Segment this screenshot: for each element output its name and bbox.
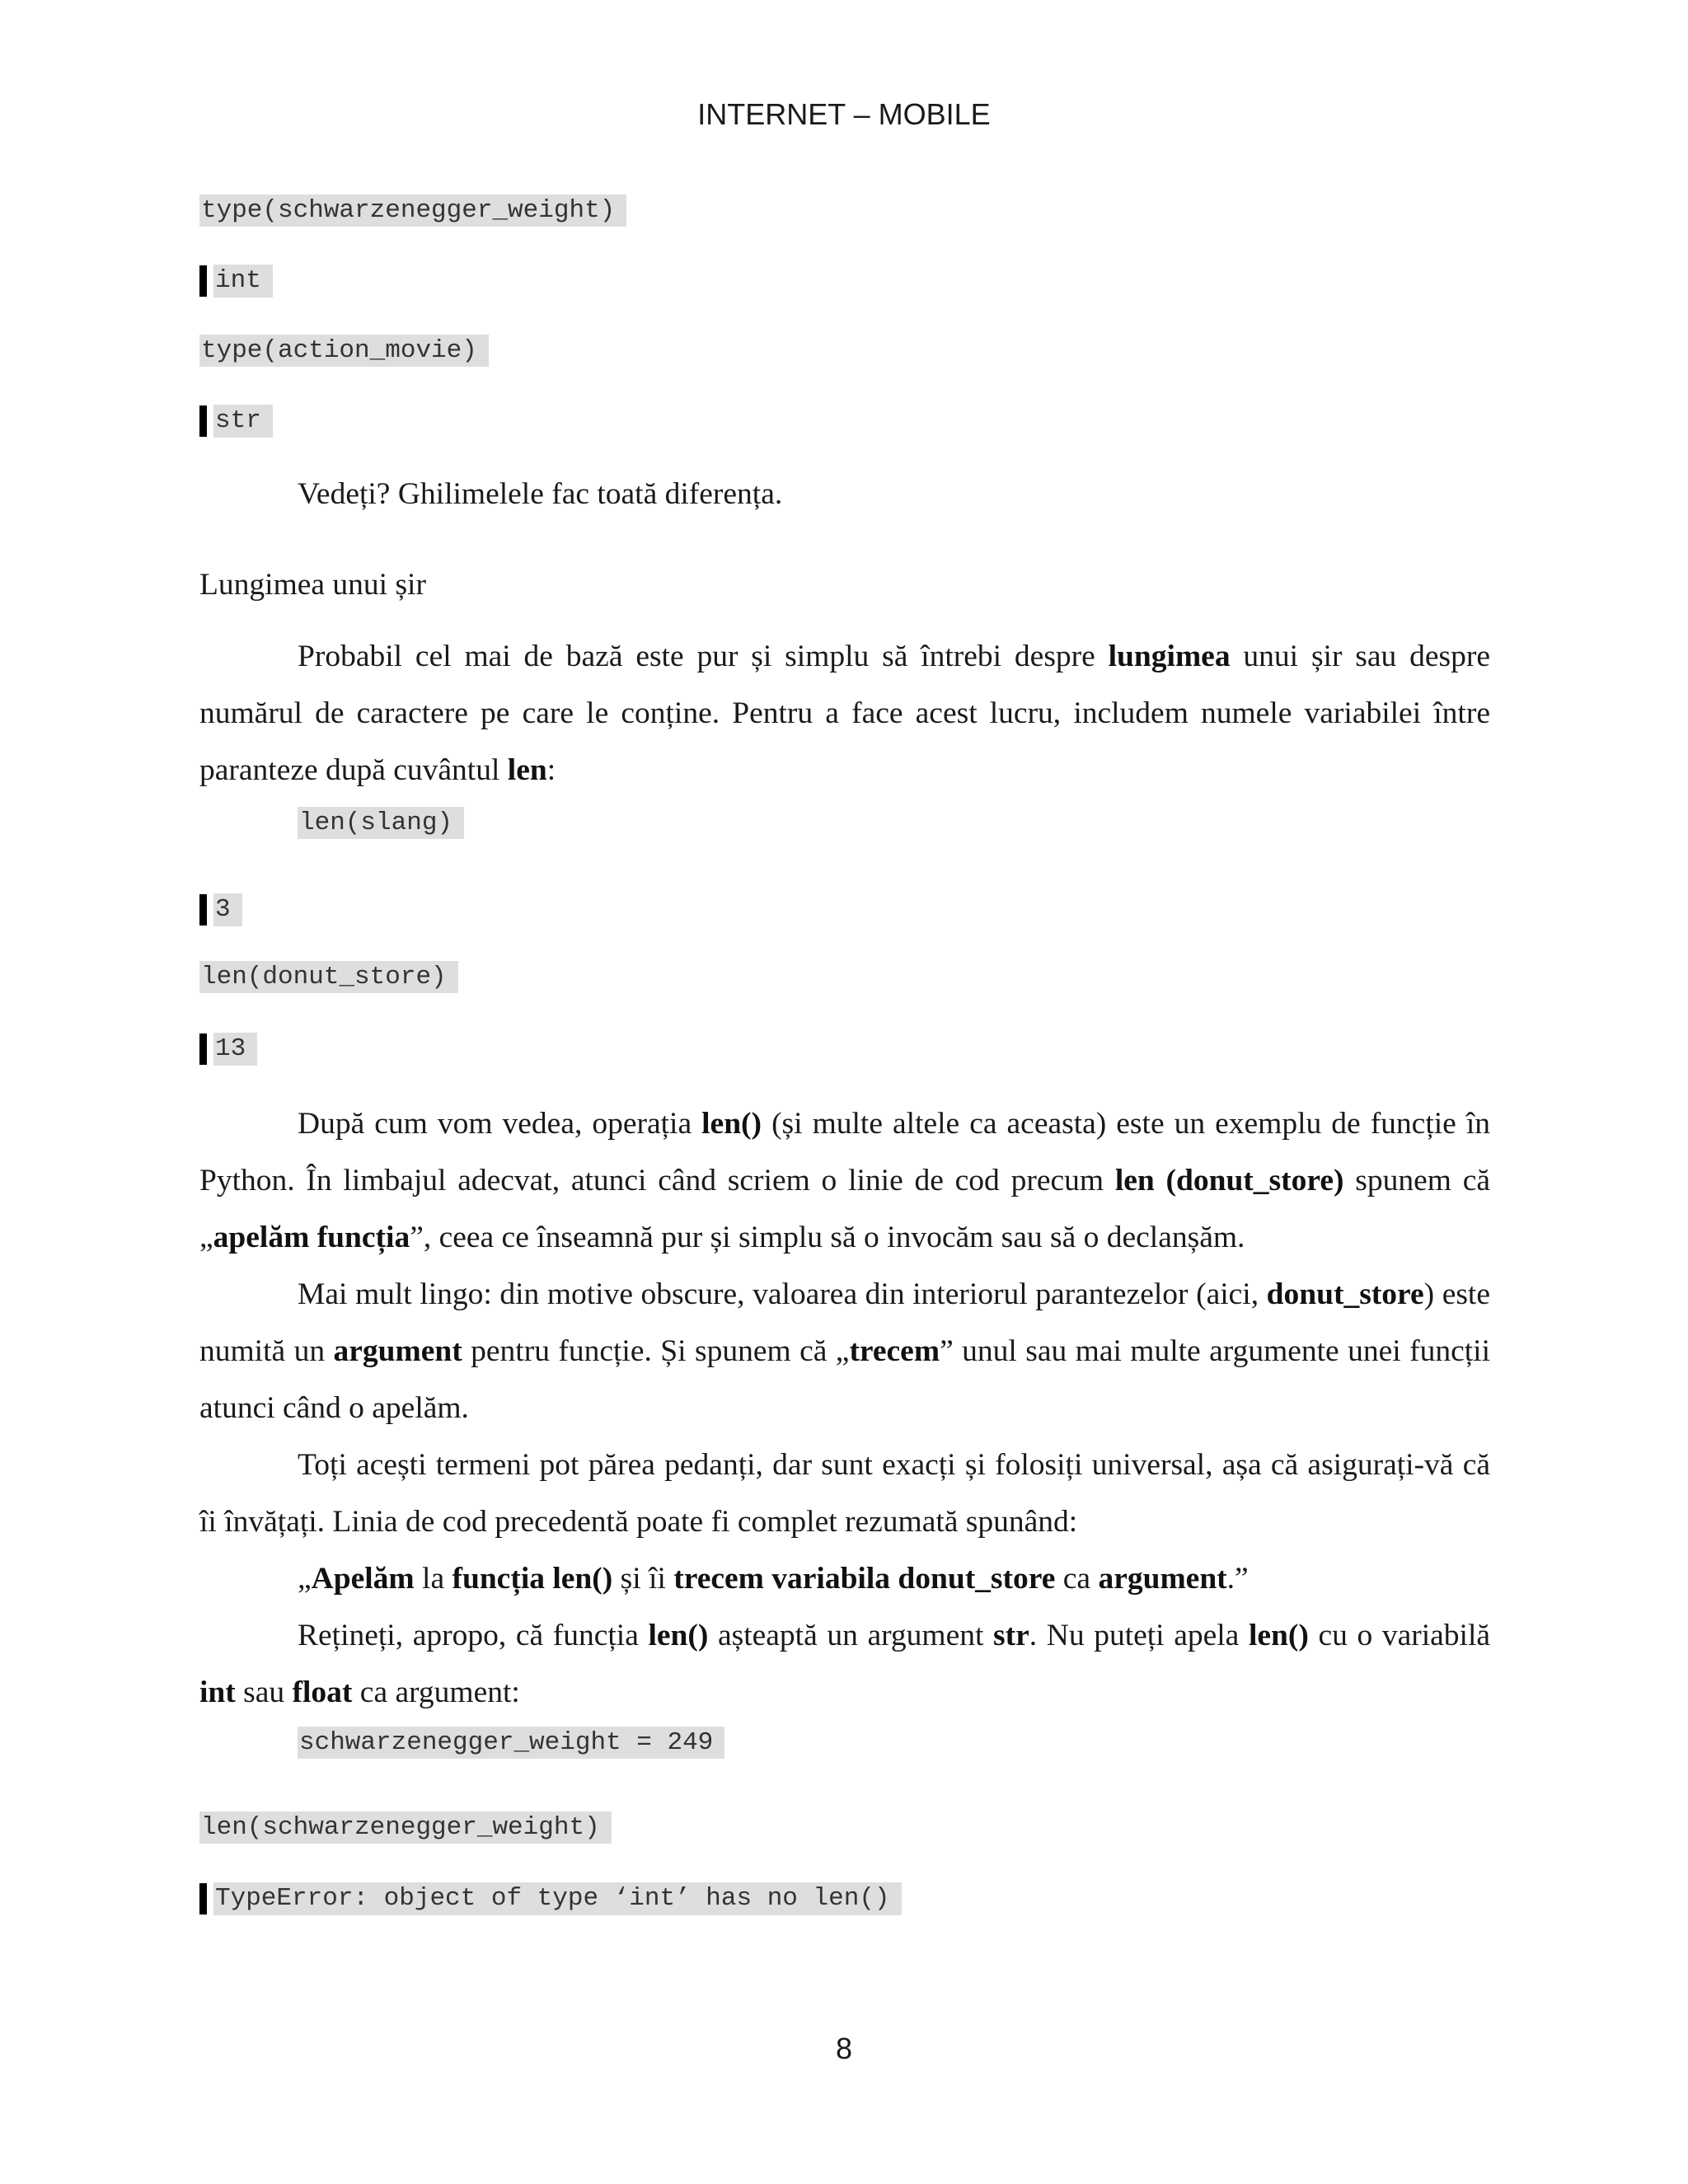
page-number: 8 — [835, 2032, 853, 2065]
output-line — [199, 1882, 902, 1915]
output-marker — [199, 265, 207, 297]
paragraph-1: Probabil cel mai de bază este pur și simplu să întrebi despre lungimea unui șir sau despre numărul de caractere pe care le conține. Pentru a face acest lucru, includem numele variabilei între paranteze după cuvântul len: — [199, 640, 1490, 787]
paragraph-5: „Apelăm la funcția len() și îi trecem variabila donut_store ca argument.” — [298, 1562, 1249, 1596]
output-line — [199, 1033, 257, 1066]
page-header: INTERNET – MOBILE — [697, 97, 991, 131]
output-type-error: TypeError: object of type ‘int’ has no len() — [213, 1882, 902, 1915]
paragraph-vedeti: Vedeți? Ghilimelele fac toată diferența. — [298, 477, 783, 511]
code-len-slang: len(slang) — [298, 807, 464, 839]
output-marker — [199, 894, 207, 926]
code-assign-weight: schwarzenegger_weight = 249 — [298, 1727, 724, 1759]
code-line — [199, 336, 489, 366]
output-marker — [199, 1033, 207, 1065]
output-13: 13 — [213, 1033, 257, 1066]
code-line — [298, 808, 464, 838]
output-line — [199, 265, 273, 298]
output-line — [199, 405, 273, 438]
output-line — [199, 893, 242, 926]
paragraph-2: După cum vom vedea, operația len() (și multe altele ca aceasta) este un exemplu de funcție în Python. În limbajul adecvat, atunci când scriem o linie de cod precum len (donut_store) spunem că „apelăm funcția”, ceea ce înseamnă pur și simplu să o invocăm sau să o declanșăm. — [199, 1107, 1490, 1254]
paragraphs-main — [199, 1095, 1490, 1721]
output-marker — [199, 405, 207, 437]
output-int: int — [213, 265, 273, 298]
code-line — [298, 1728, 724, 1758]
paragraph-3: Mai mult lingo: din motive obscure, valoarea din interiorul parantezelor (aici, donut_store) este numită un argument pentru funcție. Și spunem că „trecem” unul sau mai multe argumente unei funcții atunci când o apelăm. — [199, 1277, 1491, 1425]
paragraph-4: Toți acești termeni pot părea pedanți, dar sunt exacți și folosiți universal, așa că asigurați-vă că îi învățați. Linia de cod precedentă poate fi complet rezumată spunând: — [199, 1448, 1490, 1539]
paragraph-6: Rețineți, apropo, că funcția len() așteaptă un argument str. Nu puteți apela len() cu o variabilă int sau float ca argument: — [199, 1619, 1491, 1709]
code-len-weight: len(schwarzenegger_weight) — [199, 1811, 612, 1844]
section-heading: Lungimea unui șir — [199, 568, 426, 602]
code-line — [199, 1813, 612, 1843]
code-type-weight: type(schwarzenegger_weight) — [199, 194, 626, 227]
code-len-donut-store: len(donut_store) — [199, 961, 458, 993]
output-3: 3 — [213, 893, 242, 926]
output-str: str — [213, 405, 273, 438]
code-line — [199, 196, 626, 226]
output-marker — [199, 1883, 207, 1915]
code-type-action-movie: type(action_movie) — [199, 335, 489, 367]
code-line — [199, 963, 458, 992]
